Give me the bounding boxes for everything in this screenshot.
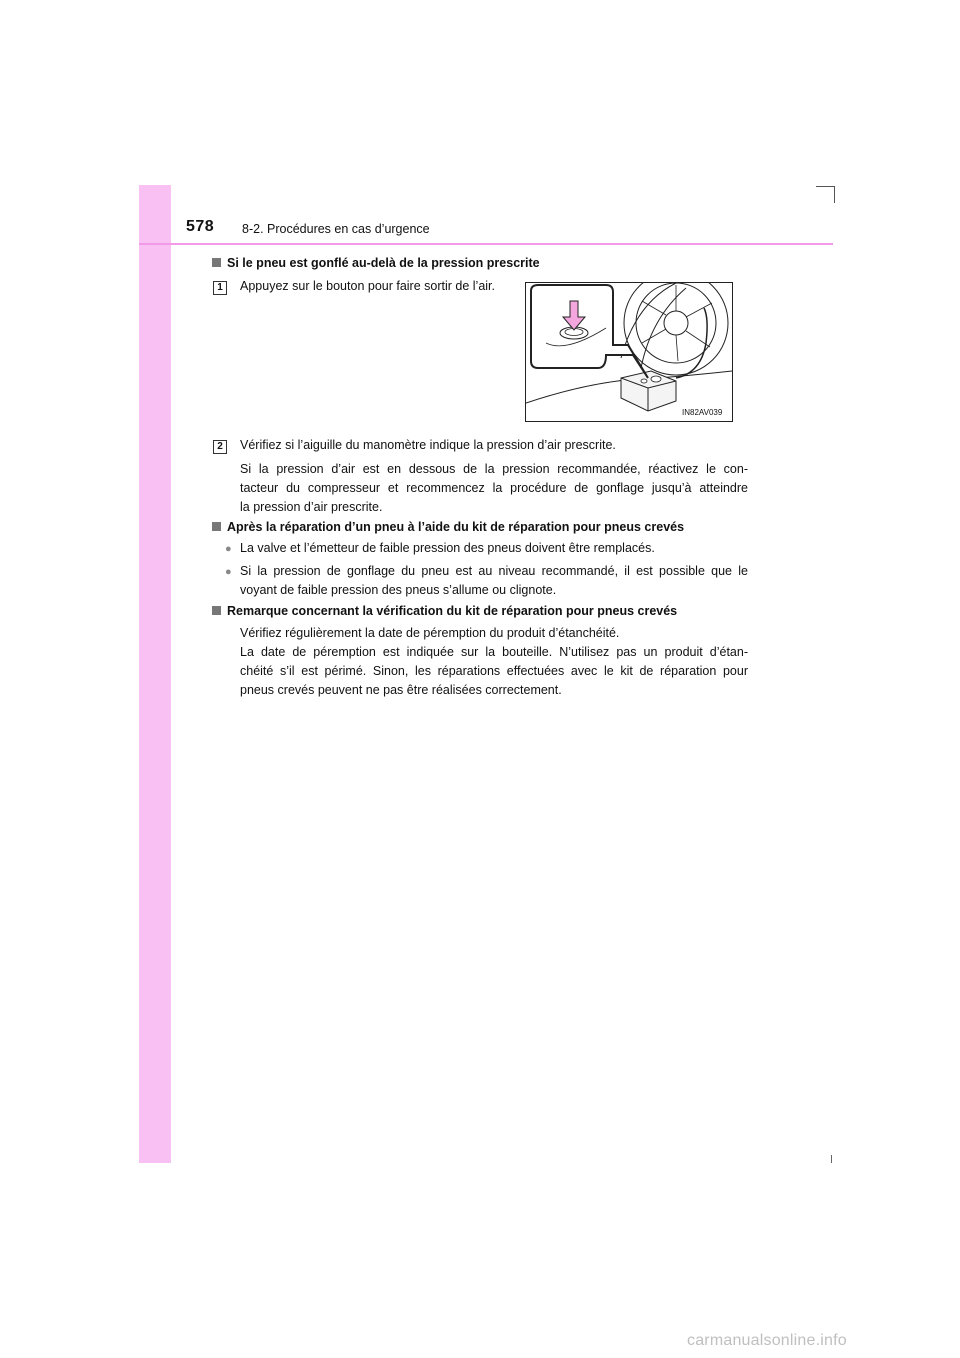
side-band	[139, 185, 171, 1163]
step-2-note-line-2: tacteur du compresseur et recommencez la procédure de gonflage jusqu’à atteindre	[240, 481, 748, 495]
circle-bullet-icon: ●	[225, 543, 232, 555]
step-2-note-line-1: Si la pression d’air est en dessous de la pression recommandée, réactivez le con-	[240, 462, 748, 476]
crop-tick	[831, 1155, 832, 1163]
compressor-illustration	[525, 282, 733, 422]
bullet-2-line-1: Si la pression de gonflage du pneu est au niveau recommandé, il est possible que le	[240, 564, 748, 578]
step-2-text: Vérifiez si l’aiguille du manomètre indique la pression d’air prescrite.	[240, 438, 616, 452]
figure-code: IN82AV039	[682, 408, 723, 417]
chapter-title: 8-2. Procédures en cas d’urgence	[242, 222, 430, 236]
page-number: 578	[186, 218, 215, 235]
crop-mark	[816, 186, 835, 203]
remark-line-4: pneus crevés peuvent ne pas être réalisées correctement.	[240, 683, 562, 697]
bullet-2-line-2: voyant de faible pression des pneus s’allume ou clignote.	[240, 583, 557, 597]
remark-line-3: chéité s’il est périmé. Sinon, les réparations effectuées avec le kit de réparation pour	[240, 664, 748, 678]
step-number-2: 2	[213, 440, 227, 454]
square-bullet-icon	[212, 522, 221, 531]
section-title-kit-check: Remarque concernant la vérification du kit de réparation pour pneus crevés	[212, 604, 677, 618]
remark-line-1: Vérifiez régulièrement la date de péremption du produit d’étanchéité.	[240, 626, 620, 640]
circle-bullet-icon: ●	[225, 566, 232, 578]
section-title-after-repair: Après la réparation d’un pneu à l’aide du kit de réparation pour pneus crevés	[212, 520, 684, 534]
square-bullet-icon	[212, 258, 221, 267]
tire-compressor-drawing	[526, 283, 732, 421]
step-number-1: 1	[213, 281, 227, 295]
header-rule	[139, 243, 833, 245]
square-bullet-icon	[212, 606, 221, 615]
step-2-note-line-3: la pression d’air prescrite.	[240, 500, 383, 514]
step-1-text: Appuyez sur le bouton pour faire sortir de l’air.	[240, 279, 495, 293]
footer-watermark: carmanualsonline.info	[687, 1332, 847, 1349]
bullet-1-text: La valve et l’émetteur de faible pression des pneus doivent être remplacés.	[240, 541, 655, 555]
remark-line-2: La date de péremption est indiquée sur la bouteille. N’utilisez pas un produit d’étan-	[240, 645, 748, 659]
section-title-overinflated: Si le pneu est gonflé au-delà de la pression prescrite	[212, 256, 540, 270]
